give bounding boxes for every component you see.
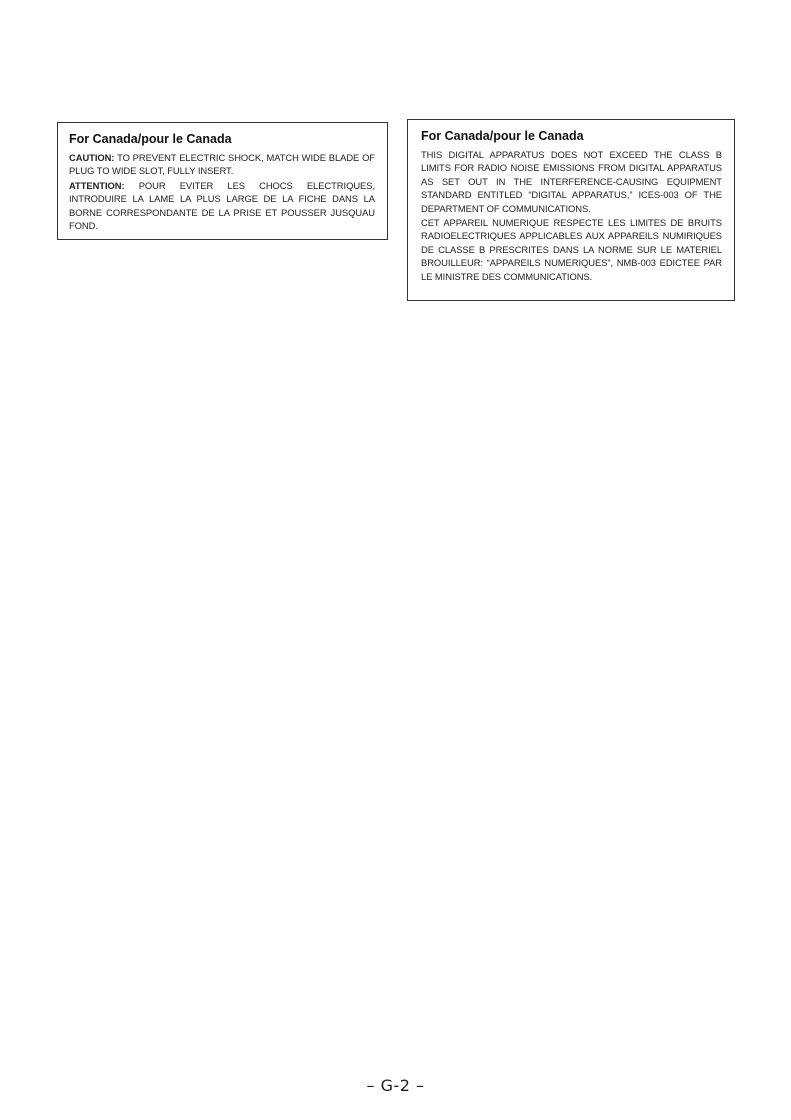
french-compliance-paragraph: CET APPAREIL NUMERIQUE RESPECTE LES LIMITES DE BRUITS RADIOELECTRIQUES APPLICABLES AUX APPAREILS NUMIRIQUES DE CLASSE B PRESCRITES DANS LA NORME SUR LE MATERIEL BROUILLEUR: “APPAREILS NUMERIQUES”, NMB-003 EDICTEE PAR LE MINISTRE DES COMMUNICATIONS. [421, 217, 722, 282]
attention-text: POUR EVITER LES CHOCS ELECTRIQUES, INTRODUIRE LA LAME LA PLUS LARGE DE LA FICHE DANS LA BORNE CORRESPONDANTE DE LA PRISE ET POUSSER JUSQUAU FOND. [69, 179, 375, 232]
radio-emission-notice-box [407, 119, 735, 301]
notice-title: For Canada/pour le Canada [69, 132, 232, 146]
notice-title: For Canada/pour le Canada [421, 129, 584, 143]
english-compliance-paragraph: THIS DIGITAL APPARATUS DOES NOT EXCEED THE CLASS B LIMITS FOR RADIO NOISE EMISSIONS FROM DIGITAL APPARATUS AS SET OUT IN THE INTERFERENCE-CAUSING EQUIPMENT STANDARD ENTITLED “DIGITAL APPARATUS,” ICES-003 OF THE DEPARTMENT OF COMMUNICATIONS. [421, 149, 722, 214]
caution-label: CAUTION: [69, 152, 115, 163]
attention-label: ATTENTION: [69, 179, 125, 191]
attention-paragraph [69, 179, 375, 233]
caution-paragraph [69, 151, 375, 178]
page-number: – G-2 – [366, 1076, 425, 1095]
caution-text: TO PREVENT ELECTRIC SHOCK, MATCH WIDE BLADE OF PLUG TO WIDE SLOT, FULLY INSERT. [69, 152, 375, 177]
safety-notice-box [57, 122, 388, 240]
